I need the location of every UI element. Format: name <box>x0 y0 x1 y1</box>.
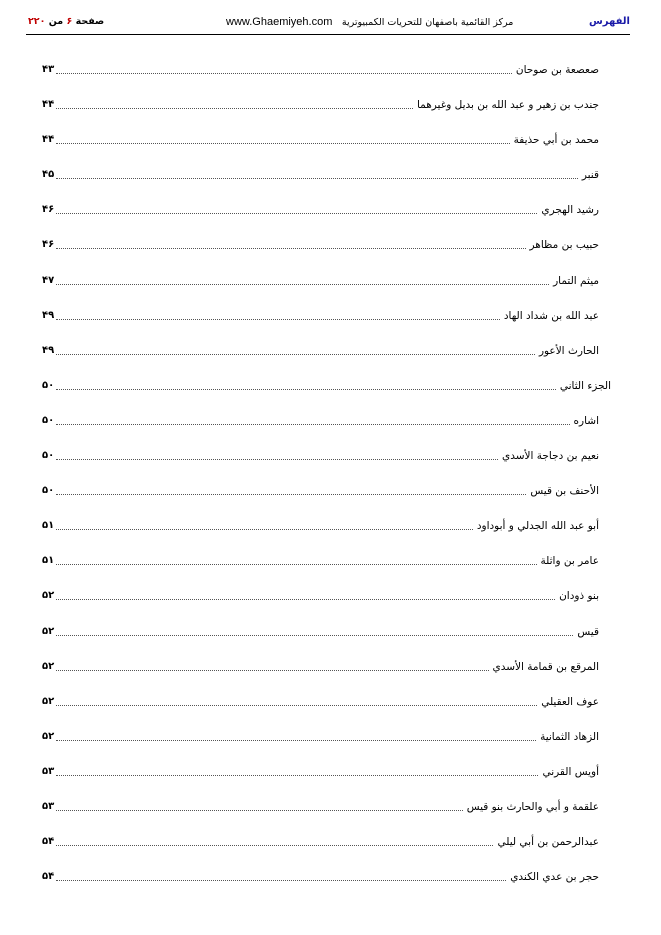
toc-entry-page[interactable]: ۵۰ <box>42 414 55 426</box>
toc-entry-line[interactable] <box>42 270 599 288</box>
toc-entry-title[interactable]: أبو عبد الله الجدلي و أبوداود <box>476 520 599 533</box>
toc-entry-title[interactable]: عوف العقيلي <box>541 695 599 708</box>
toc-entry-page[interactable]: ۵۳ <box>42 765 55 777</box>
toc-entry-title[interactable]: بنو ذودان <box>559 590 599 603</box>
header-center <box>226 15 513 28</box>
toc-entry[interactable] <box>0 550 661 585</box>
toc-entry-line[interactable] <box>42 445 599 463</box>
toc-entry[interactable] <box>0 164 661 199</box>
table-of-contents <box>0 59 661 901</box>
toc-entry-line[interactable] <box>42 831 599 849</box>
toc-leader-dots <box>56 318 500 320</box>
toc-entry[interactable] <box>0 866 661 901</box>
toc-entry[interactable] <box>0 761 661 796</box>
toc-entry[interactable] <box>0 831 661 866</box>
toc-entry-title[interactable]: عبدالرحمن بن أبي ليلي <box>497 836 599 849</box>
toc-entry-title[interactable]: المرقع بن قمامة الأسدي <box>492 660 599 673</box>
toc-entry[interactable] <box>0 305 661 340</box>
toc-entry-page[interactable]: ۵۱ <box>42 520 55 532</box>
toc-leader-dots <box>56 739 536 741</box>
page-current: ۶ <box>66 16 73 27</box>
toc-entry[interactable] <box>0 515 661 550</box>
toc-entry-line[interactable] <box>42 94 599 112</box>
toc-entry-page[interactable]: ۵۲ <box>42 625 55 637</box>
toc-entry[interactable] <box>0 726 661 761</box>
toc-entry-page[interactable]: ۴۵ <box>42 169 55 181</box>
toc-leader-dots <box>56 809 462 811</box>
toc-entry-line[interactable] <box>42 585 599 603</box>
toc-leader-dots <box>56 142 509 144</box>
toc-entry[interactable] <box>0 94 661 129</box>
toc-entry-page[interactable]: ۵۲ <box>42 730 55 742</box>
toc-entry-line[interactable] <box>42 234 599 252</box>
toc-entry[interactable] <box>0 585 661 620</box>
toc-leader-dots <box>56 283 549 285</box>
toc-entry-line[interactable] <box>42 375 611 393</box>
toc-entry-title[interactable]: عبد الله بن شداد الهاد <box>503 309 599 322</box>
toc-entry-page[interactable]: ۵۱ <box>42 555 55 567</box>
toc-entry-page[interactable]: ۴۹ <box>42 309 55 321</box>
toc-entry-title[interactable]: رشيد الهجري <box>541 204 599 217</box>
toc-entry-title[interactable]: نعيم بن دجاجة الأسدي <box>502 450 599 463</box>
toc-entry-title[interactable]: عامر بن واثلة <box>540 555 599 568</box>
toc-leader-dots <box>56 634 573 636</box>
toc-entry-page[interactable]: ۵۰ <box>42 379 55 391</box>
toc-leader-dots <box>56 563 536 565</box>
toc-entry-line[interactable] <box>42 480 599 498</box>
toc-entry-page[interactable]: ۵۲ <box>42 695 55 707</box>
toc-entry-title[interactable]: صعصعة بن صوحان <box>515 64 599 76</box>
toc-entry-title[interactable]: قنبر <box>581 169 599 182</box>
toc-entry-line[interactable] <box>42 59 599 77</box>
toc-entry-title[interactable]: قيس <box>577 625 599 638</box>
page-total: ۲۲۰ <box>28 16 46 27</box>
toc-entry-page[interactable]: ۵۰ <box>42 485 55 497</box>
toc-entry[interactable] <box>0 375 661 410</box>
toc-entry-title[interactable]: محمد بن أبي حذيفة <box>513 134 599 147</box>
section-title: الفهرس <box>588 16 630 27</box>
toc-leader-dots <box>56 598 555 600</box>
toc-entry-line[interactable] <box>42 761 599 779</box>
toc-entry[interactable] <box>0 445 661 480</box>
toc-leader-dots <box>56 177 578 179</box>
toc-entry-title[interactable]: اشاره <box>573 414 599 427</box>
toc-entry-line[interactable] <box>42 515 599 533</box>
toc-entry-line[interactable] <box>42 164 599 182</box>
page-of: من <box>48 16 64 27</box>
toc-entry-title[interactable]: الأحنف بن قيس <box>530 485 599 498</box>
toc-leader-dots <box>56 423 569 425</box>
toc-leader-dots <box>56 72 512 74</box>
toc-entry-page[interactable]: ۴۴ <box>42 134 55 146</box>
page-indicator <box>28 16 104 27</box>
toc-entry[interactable] <box>0 234 661 269</box>
toc-entry-title[interactable]: الجزء الثاني <box>559 379 611 392</box>
toc-entry-page[interactable]: ۴۹ <box>42 344 55 356</box>
toc-leader-dots <box>56 212 537 214</box>
toc-entry-line[interactable] <box>42 796 599 814</box>
toc-leader-dots <box>56 458 498 460</box>
center-title: مرکز القائمیة باصفهان للتحریات الکمبیوتریة <box>341 17 514 28</box>
toc-entry[interactable] <box>0 480 661 515</box>
toc-entry-line[interactable] <box>42 550 599 568</box>
toc-entry-line[interactable] <box>42 305 599 323</box>
toc-entry-line[interactable] <box>42 129 599 147</box>
toc-entry-page[interactable]: ۵۴ <box>42 871 55 883</box>
toc-entry[interactable] <box>0 410 661 445</box>
toc-leader-dots <box>56 774 538 776</box>
toc-entry-line[interactable] <box>42 656 599 674</box>
toc-entry[interactable] <box>0 621 661 656</box>
toc-entry[interactable] <box>0 796 661 831</box>
toc-entry-title[interactable]: أويس القرني <box>542 765 599 778</box>
toc-entry[interactable] <box>0 199 661 234</box>
toc-leader-dots <box>56 247 525 249</box>
toc-entry-line[interactable] <box>42 691 599 709</box>
toc-leader-dots <box>56 388 556 390</box>
toc-entry-line[interactable] <box>42 340 599 358</box>
toc-entry-title[interactable]: الحارث الأعور <box>538 344 599 357</box>
toc-entry-title[interactable]: الزهاد الثمانية <box>540 730 599 743</box>
toc-entry[interactable] <box>0 129 661 164</box>
toc-leader-dots <box>56 879 506 881</box>
toc-leader-dots <box>56 528 473 530</box>
toc-leader-dots <box>56 844 493 846</box>
toc-entry-line[interactable] <box>42 621 599 639</box>
toc-entry-title[interactable]: ميثم التمار <box>553 274 599 287</box>
toc-entry-line[interactable] <box>42 410 599 428</box>
toc-leader-dots <box>56 493 526 495</box>
toc-entry-page[interactable]: ۵۲ <box>42 590 55 602</box>
toc-entry-title[interactable]: جندب بن زهير و عبد الله بن بديل وغيرهما <box>416 99 599 112</box>
toc-entry-page[interactable]: ۵۰ <box>42 450 55 462</box>
toc-entry-line[interactable] <box>42 726 599 744</box>
toc-entry[interactable] <box>0 59 661 94</box>
toc-leader-dots <box>56 353 535 355</box>
toc-entry[interactable] <box>0 656 661 691</box>
toc-entry-page[interactable]: ۴۴ <box>42 99 55 111</box>
toc-entry-title[interactable]: علقمة و أبي والحارث بنو قيس <box>466 800 599 813</box>
toc-entry-line[interactable] <box>42 199 599 217</box>
toc-entry-title[interactable]: حجر بن عدي الكندي <box>510 871 599 884</box>
toc-entry-line[interactable] <box>42 866 599 884</box>
toc-entry-page[interactable]: ۵۴ <box>42 836 55 848</box>
toc-entry-page[interactable]: ۵۲ <box>42 660 55 672</box>
toc-entry[interactable] <box>0 691 661 726</box>
toc-entry-page[interactable]: ۴۶ <box>42 239 55 251</box>
toc-leader-dots <box>56 704 537 706</box>
page-label: صفحة <box>75 16 105 27</box>
toc-entry-title[interactable]: حبيب بن مظاهر <box>529 239 599 252</box>
toc-entry[interactable] <box>0 270 661 305</box>
toc-entry-page[interactable]: ۵۳ <box>42 800 55 812</box>
toc-leader-dots <box>56 107 413 109</box>
toc-entry-page[interactable]: ۴۶ <box>42 204 55 216</box>
toc-entry-page[interactable]: ۴۳ <box>42 64 55 75</box>
toc-entry-page[interactable]: ۴۷ <box>42 274 55 286</box>
toc-leader-dots <box>56 669 488 671</box>
page-header <box>26 14 630 35</box>
website-link[interactable]: www.Ghaemiyeh.com <box>226 16 333 28</box>
toc-entry[interactable] <box>0 340 661 375</box>
